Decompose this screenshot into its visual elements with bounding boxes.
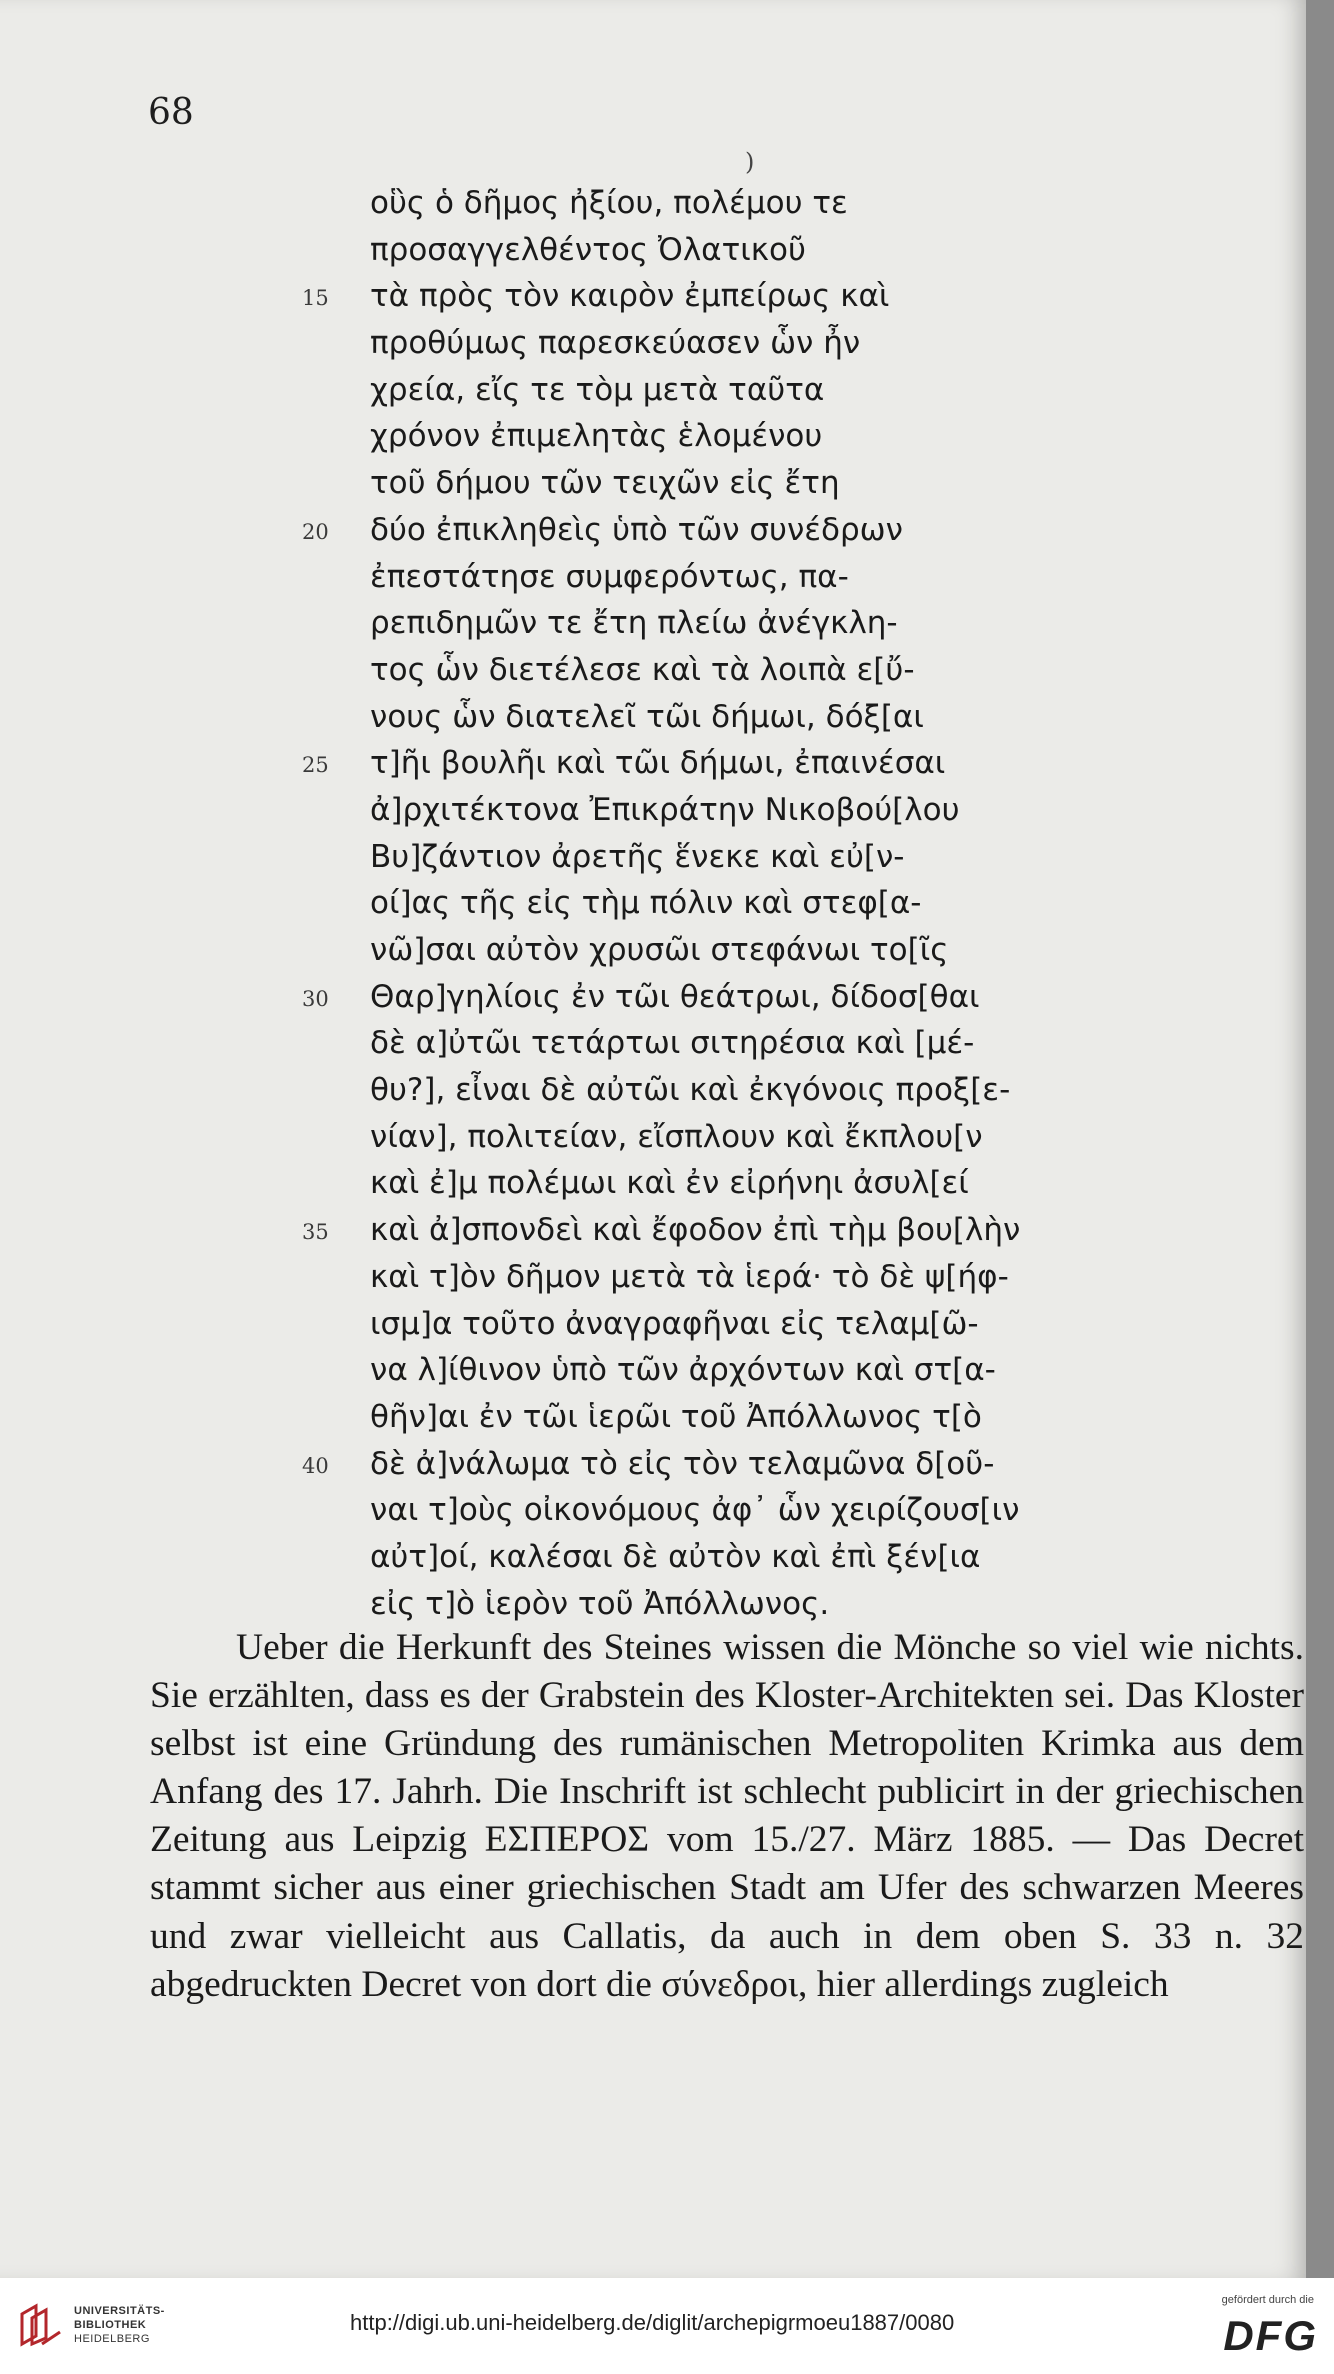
inscription-line (370, 694, 1020, 741)
line-text: τ]ῆι βουλῆι καὶ τῶι δήμωι, ἐπαινέσαι (370, 745, 946, 782)
dfg-logo[interactable]: DFG (1223, 2312, 1318, 2359)
line-text: δὲ α]ὐτῶι τετάρτωι σιτηρέσια καὶ [μέ- (370, 1025, 975, 1062)
inscription-line (370, 1114, 1020, 1161)
inscription-line (370, 413, 1020, 460)
line-text: καὶ ἀ]σπονδεὶ καὶ ἔφοδον ἐπὶ τὴμ βου[λὴν (370, 1212, 1021, 1249)
line-number: 40 (302, 1453, 329, 1478)
inscription-line (370, 787, 1020, 834)
line-text: εἰς τ]ὸ ἱερὸν τοῦ Ἀπόλλωνος. (370, 1585, 830, 1622)
line-text: χρεία, εἴς τε τὸμ μετὰ ταῦτα (370, 371, 825, 408)
inscription-line (370, 1534, 1020, 1581)
line-text: οὓς ὁ δῆμος ἠξίου, πολέμου τε (370, 185, 848, 221)
line-text: προσαγγελθέντος Ὀλατικοῦ (370, 231, 806, 268)
line-text: θῆν]αι ἐν τῶι ἱερῶι τοῦ Ἀπόλλωνος τ[ὸ (370, 1398, 982, 1435)
inscription-line (370, 600, 1020, 647)
inscription-line (370, 834, 1020, 881)
inscription-line (370, 880, 1020, 927)
line-number: 35 (302, 1220, 329, 1245)
library-line-3: HEIDELBERG (74, 2333, 150, 2345)
inscription-line (370, 1487, 1020, 1534)
line-text: νῶ]σαι αὐτὸν χρυσῶι στεφάνωι το[ῖς (370, 932, 949, 968)
university-library-logo-icon (16, 2300, 66, 2350)
line-text: ναι τ]οὺς οἰκονόμους ἀφ᾽ ὧν χειρίζουσ[ιν (370, 1492, 1020, 1529)
library-line-2: BIBLIOTHEK (74, 2319, 147, 2331)
line-text: τος ὧν διετέλεσε καὶ τὰ λοιπὰ ε[ὔ- (370, 651, 915, 688)
inscription-line (370, 1067, 1020, 1114)
inscription-line (370, 927, 1020, 974)
line-text: τὰ πρὸς τὸν καιρὸν ἐμπείρως καὶ (370, 278, 890, 315)
line-text: καὶ ἐ]μ πολέμωι καὶ ἐν εἰρήνηι ἀσυλ[εί (370, 1165, 969, 1202)
margin-mark: ) (745, 148, 755, 176)
library-line-1: UNIVERSITÄTS- (74, 2305, 165, 2317)
inscription-line (370, 1020, 1020, 1067)
line-text: θυ?], εἶναι δὲ αὐτῶι καὶ ἐκγόνοις προξ[ε- (370, 1072, 1011, 1109)
line-text: ισμ]α τοῦτο ἀναγραφῆναι εἰς τελαμ[ῶ- (370, 1305, 979, 1342)
inscription-line (370, 647, 1020, 694)
line-number: 25 (302, 753, 329, 778)
line-number: 15 (302, 286, 329, 311)
inscription-line (370, 1254, 1020, 1301)
inscription-line (370, 320, 1020, 367)
line-text: Βυ]ζάντιον ἀρετῆς ἕνεκε καὶ εὐ[ν- (370, 838, 905, 875)
line-text: οί]ας τῆς εἰς τὴμ πόλιν καὶ στεφ[α- (370, 885, 922, 922)
inscription-line (302, 507, 1020, 554)
line-text: τοῦ δήμου τῶν τειχῶν εἰς ἔτη (370, 465, 840, 502)
commentary (150, 1624, 1304, 2009)
library-name[interactable] (74, 2304, 165, 2346)
inscription-line (370, 1581, 1020, 1628)
inscription-line (370, 367, 1020, 414)
inscription-line (370, 460, 1020, 507)
inscription-line (370, 1160, 1020, 1207)
line-text: νους ὧν διατελεῖ τῶι δήμωι, δόξ[αι (370, 698, 924, 735)
line-number: 30 (302, 986, 329, 1011)
inscription-line (370, 227, 1020, 274)
line-text: καὶ τ]ὸν δῆμον μετὰ τὰ ἱερά· τὸ δὲ ψ[ήφ- (370, 1258, 1009, 1295)
inscription-line (302, 273, 1020, 320)
line-text: χρόνον ἐπιμελητὰς ἑλομένου (370, 418, 823, 455)
line-text: ρεπιδημῶν τε ἔτη πλείω ἀνέγκλη- (370, 605, 898, 642)
inscription-line (370, 1394, 1020, 1441)
line-text: Θαρ]γηλίοις ἐν τῶι θεάτρωι, δίδοσ[θαι (370, 978, 980, 1015)
line-text: αὐτ]οί, καλέσαι δὲ αὐτὸν καὶ ἐπὶ ξέν[ια (370, 1538, 981, 1575)
line-text: ἐπεστάτησε συμφερόντως, πα- (370, 558, 849, 595)
inscription-line (302, 1207, 1021, 1254)
inscription-line (302, 740, 1020, 787)
line-text: δύο ἐπικληθεὶς ὑπὸ τῶν συνέδρων (370, 511, 903, 548)
permalink-url[interactable]: http://digi.ub.uni-heidelberg.de/diglit/archepigrmoeu1887/0080 (350, 2310, 955, 2335)
commentary-paragraph: Ueber die Herkunft des Steines wissen die Mönche so viel wie nichts. Sie erzählten, dass es der Grabstein des Kloster-Architekten sei. Das Kloster selbst ist eine Gründung des rumänischen Metropoliten Krimka aus dem Anfang des 17. Jahrh. Die Inschrift ist schlecht publicirt in der griechischen Zeitung aus Leipzig ΕΣΠΕΡΟΣ vom 15./27. März 1885. — Das Decret stammt sicher aus einer griechischen Stadt am Ufer des schwarzen Meeres und zwar vielleicht aus Callatis, da auch in dem oben S. 33 n. 32 abgedruckten Decret von dort die σύνεδροι, hier allerdings zugleich (150, 1627, 1304, 2005)
line-text: να λ]ίθινον ὑπὸ τῶν ἀρχόντων καὶ στ[α- (370, 1352, 996, 1389)
inscription-line (302, 974, 1020, 1021)
inscription-line (370, 554, 1020, 601)
inscription-line (370, 1347, 1020, 1394)
footer-bar (0, 2278, 1334, 2374)
page-number: 68 (148, 92, 194, 133)
line-text: δὲ ἀ]νάλωμα τὸ εἰς τὸν τελαμῶνα δ[οῦ- (370, 1445, 995, 1482)
greek-inscription (302, 180, 1021, 1627)
inscription-line (370, 180, 1020, 227)
inscription-line (370, 1301, 1020, 1348)
line-text: ἀ]ρχιτέκτονα Ἐπικράτην Νικοβού[λου (370, 791, 960, 828)
inscription-line (302, 1441, 1020, 1488)
line-text: νίαν], πολιτείαν, εἴσπλουν καὶ ἔκπλου[ν (370, 1118, 983, 1155)
funded-by-label: gefördert durch die (1221, 2294, 1314, 2306)
line-number: 20 (302, 519, 329, 544)
line-text: προθύμως παρεσκεύασεν ὧν ἦν (370, 325, 861, 362)
